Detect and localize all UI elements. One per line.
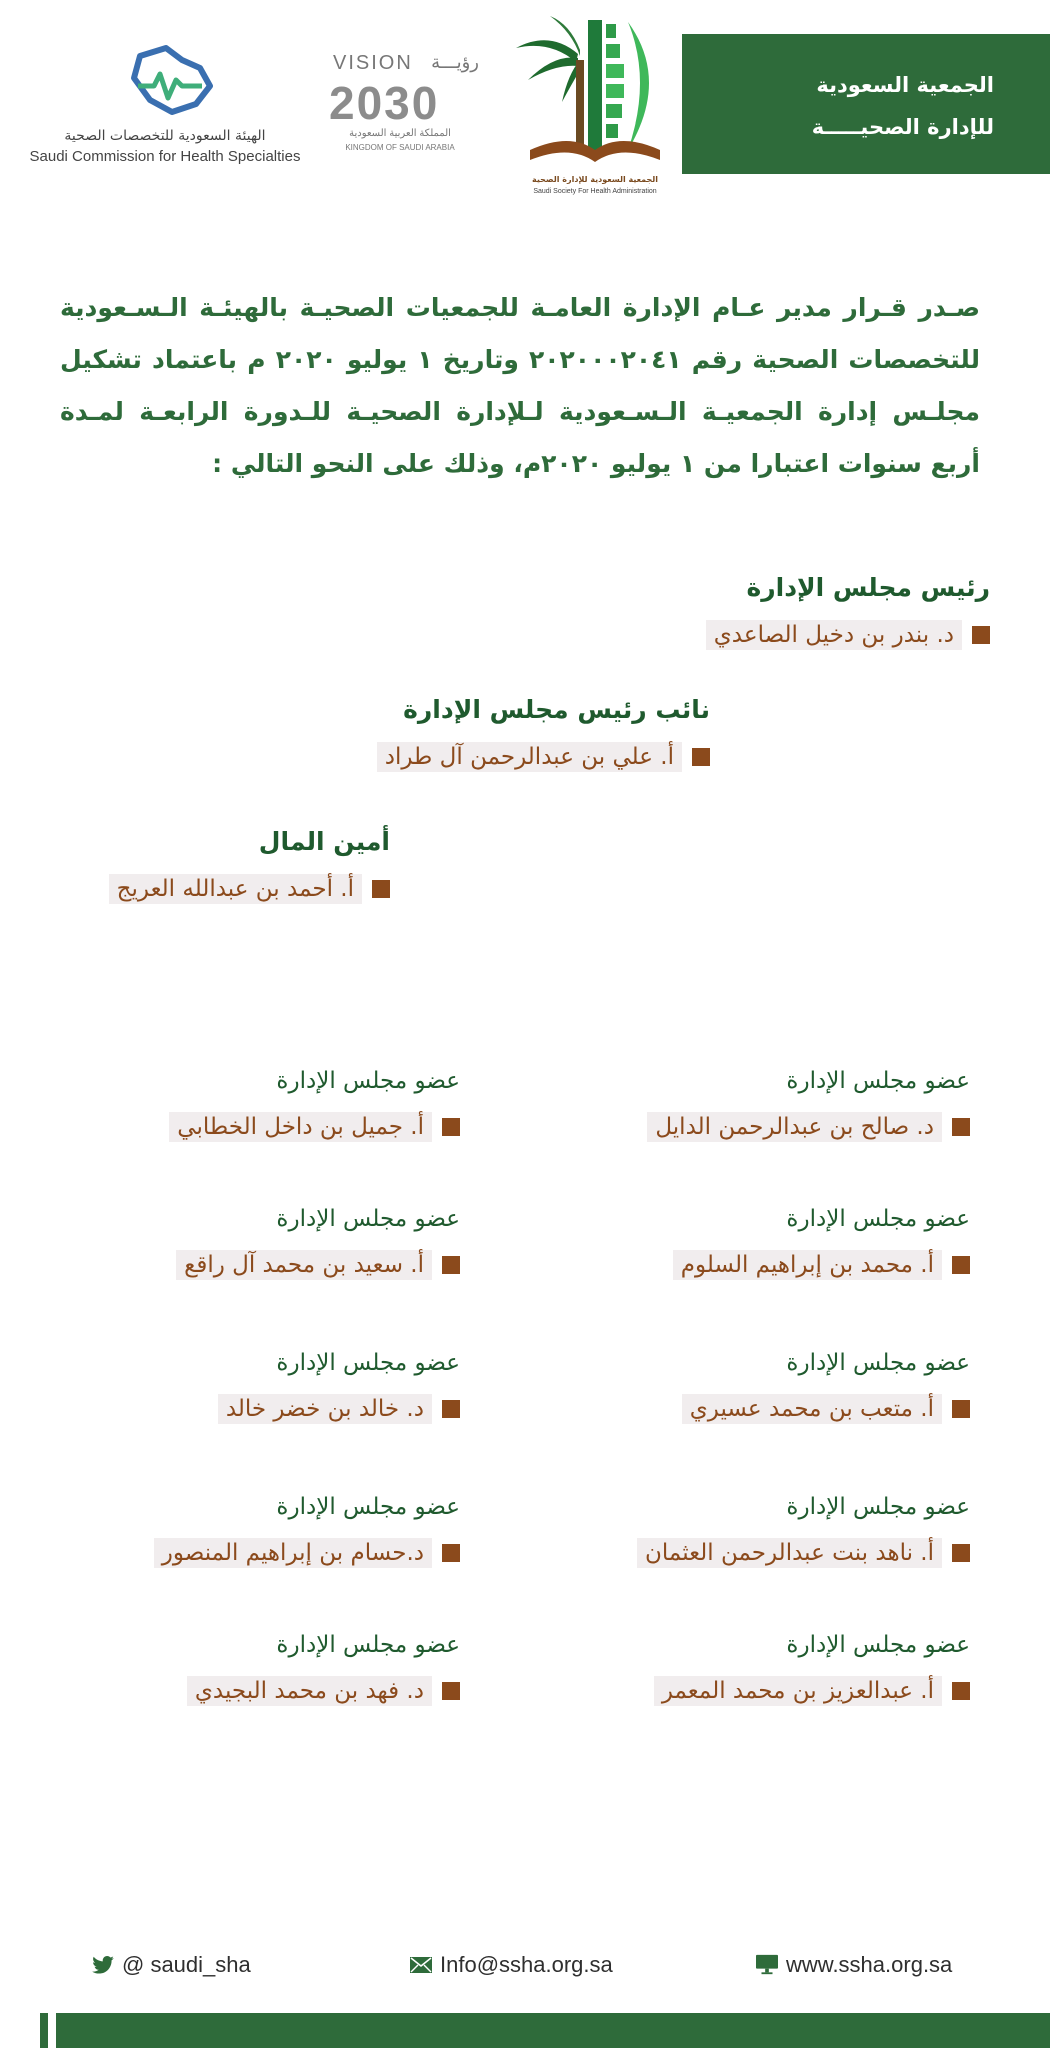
member-name: أ. ناهد بنت عبدالرحمن العثمان bbox=[637, 1538, 942, 1568]
vision-subtitle-ar: المملكة العربية السعودية bbox=[349, 128, 451, 139]
member-title: عضو مجلس الإدارة bbox=[786, 1350, 970, 1376]
member-name: د. صالح بن عبدالرحمن الدايل bbox=[647, 1112, 942, 1142]
member-row bbox=[673, 1250, 970, 1280]
chairman-row bbox=[706, 620, 990, 650]
square-bullet-icon bbox=[972, 626, 990, 644]
square-bullet-icon bbox=[442, 1682, 460, 1700]
member-title: عضو مجلس الإدارة bbox=[276, 1350, 460, 1376]
vice-chairman-title: نائب رئيس مجلس الإدارة bbox=[403, 695, 710, 724]
member-name: د. فهد بن محمد البجيدي bbox=[187, 1676, 432, 1706]
saudi-map-heartbeat-icon bbox=[120, 42, 220, 122]
member-name: أ. جميل بن داخل الخطابي bbox=[169, 1112, 432, 1142]
email-address[interactable]: Info@ssha.org.sa bbox=[440, 1952, 613, 1977]
vice-chairman-name: أ. علي بن عبدالرحمن آل طراد bbox=[377, 742, 682, 772]
treasurer-block bbox=[109, 822, 390, 904]
square-bullet-icon bbox=[372, 880, 390, 898]
vision-word: VISION bbox=[333, 52, 413, 74]
square-bullet-icon bbox=[442, 1544, 460, 1562]
member-name: أ. متعب بن محمد عسيري bbox=[682, 1394, 942, 1424]
member-row bbox=[647, 1112, 970, 1142]
member-10 bbox=[187, 1628, 460, 1706]
square-bullet-icon bbox=[442, 1400, 460, 1418]
square-bullet-icon bbox=[952, 1682, 970, 1700]
member-3 bbox=[673, 1202, 970, 1280]
member-title: عضو مجلس الإدارة bbox=[786, 1206, 970, 1232]
palm-book-logo-icon bbox=[510, 10, 680, 175]
website-url[interactable]: www.ssha.org.sa bbox=[786, 1952, 953, 1977]
decree-paragraph: صـدر قـرار مدير عـام الإدارة العامـة للجمعيات الصحيـة بالهيئـة الـسـعودية للتخصصات الصحية رقم ٢٠٢٠٠٠٢٠٤١ وتاريخ ١ يوليو ٢٠٢٠ م باعتماد تشكيل مجلـس إدارة الجمعيـة الـسـعودية لـلإدارة الصحيـة للـدورة الرابعـة لمـدة أربع سنوات اعتبارا من ١ يوليو ٢٠٢٠م، وذلك على النحو التالي : bbox=[60, 293, 980, 478]
twitter-icon bbox=[92, 1954, 114, 1976]
vice-chairman-block bbox=[377, 690, 710, 772]
member-name: أ. عبدالعزيز بن محمد المعمر bbox=[654, 1676, 942, 1706]
member-name: د.حسام بن إبراهيم المنصور bbox=[154, 1538, 432, 1568]
vision-2030-logo bbox=[325, 52, 485, 162]
square-bullet-icon bbox=[952, 1118, 970, 1136]
member-4 bbox=[176, 1202, 460, 1280]
vice-chairman-row bbox=[377, 742, 710, 772]
banner-line-1: الجمعية السعودية bbox=[816, 73, 994, 97]
member-title: عضو مجلس الإدارة bbox=[786, 1494, 970, 1520]
member-row bbox=[187, 1676, 460, 1706]
member-9 bbox=[654, 1628, 970, 1706]
member-name: أ. محمد بن إبراهيم السلوم bbox=[673, 1250, 942, 1280]
member-title: عضو مجلس الإدارة bbox=[786, 1632, 970, 1658]
chairman-name: د. بندر بن دخيل الصاعدي bbox=[706, 620, 962, 650]
square-bullet-icon bbox=[952, 1400, 970, 1418]
vision-year: 2030 bbox=[329, 77, 440, 129]
monitor-icon bbox=[756, 1954, 778, 1976]
member-title: عضو مجلس الإدارة bbox=[276, 1632, 460, 1658]
treasurer-name: أ. أحمد بن عبدالله العريج bbox=[109, 874, 362, 904]
member-5 bbox=[682, 1346, 970, 1424]
email-contact[interactable] bbox=[410, 1952, 613, 1978]
envelope-icon bbox=[410, 1954, 432, 1976]
chairman-title: رئيس مجلس الإدارة bbox=[746, 573, 990, 602]
society-name-banner bbox=[682, 34, 1050, 174]
member-7 bbox=[637, 1490, 970, 1568]
member-title: عضو مجلس الإدارة bbox=[276, 1494, 460, 1520]
member-8 bbox=[154, 1490, 460, 1568]
square-bullet-icon bbox=[692, 748, 710, 766]
website-contact[interactable] bbox=[756, 1952, 952, 1978]
scfhs-logo bbox=[20, 42, 320, 172]
scfhs-name-en: Saudi Commission for Health Specialties bbox=[29, 148, 301, 165]
square-bullet-icon bbox=[442, 1118, 460, 1136]
member-row bbox=[218, 1394, 460, 1424]
member-row bbox=[637, 1538, 970, 1568]
square-bullet-icon bbox=[952, 1544, 970, 1562]
member-name: أ. سعيد بن محمد آل راقع bbox=[176, 1250, 432, 1280]
treasurer-title: أمين المال bbox=[258, 827, 390, 856]
member-6 bbox=[218, 1346, 460, 1424]
twitter-handle[interactable]: @ saudi_sha bbox=[122, 1952, 251, 1977]
scfhs-name-ar: الهيئة السعودية للتخصصات الصحية bbox=[64, 128, 266, 144]
twitter-contact[interactable] bbox=[92, 1952, 251, 1978]
ssha-caption-ar: الجمعية السعودية للإدارة الصحية bbox=[531, 175, 658, 184]
treasurer-row bbox=[109, 874, 390, 904]
member-title: عضو مجلس الإدارة bbox=[786, 1068, 970, 1094]
member-name: د. خالد بن خضر خالد bbox=[218, 1394, 432, 1424]
member-2 bbox=[169, 1064, 460, 1142]
chairman-block bbox=[706, 568, 990, 650]
banner-line-2: للإدارة الصحيـــــة bbox=[811, 115, 994, 139]
member-1 bbox=[647, 1064, 970, 1142]
member-title: عضو مجلس الإدارة bbox=[276, 1206, 460, 1232]
footer-accent-bar bbox=[40, 2013, 48, 2048]
square-bullet-icon bbox=[952, 1256, 970, 1274]
footer-bar bbox=[56, 2013, 1050, 2048]
vision-subtitle-en: KINGDOM OF SAUDI ARABIA bbox=[345, 143, 455, 152]
square-bullet-icon bbox=[442, 1256, 460, 1274]
member-row bbox=[176, 1250, 460, 1280]
member-row bbox=[169, 1112, 460, 1142]
ssha-logo bbox=[510, 10, 680, 205]
member-row bbox=[154, 1538, 460, 1568]
member-row bbox=[682, 1394, 970, 1424]
member-row bbox=[654, 1676, 970, 1706]
vision-word-ar: رؤيـــة bbox=[431, 52, 479, 72]
ssha-caption-en: Saudi Society For Health Administration bbox=[533, 188, 657, 195]
member-title: عضو مجلس الإدارة bbox=[276, 1068, 460, 1094]
